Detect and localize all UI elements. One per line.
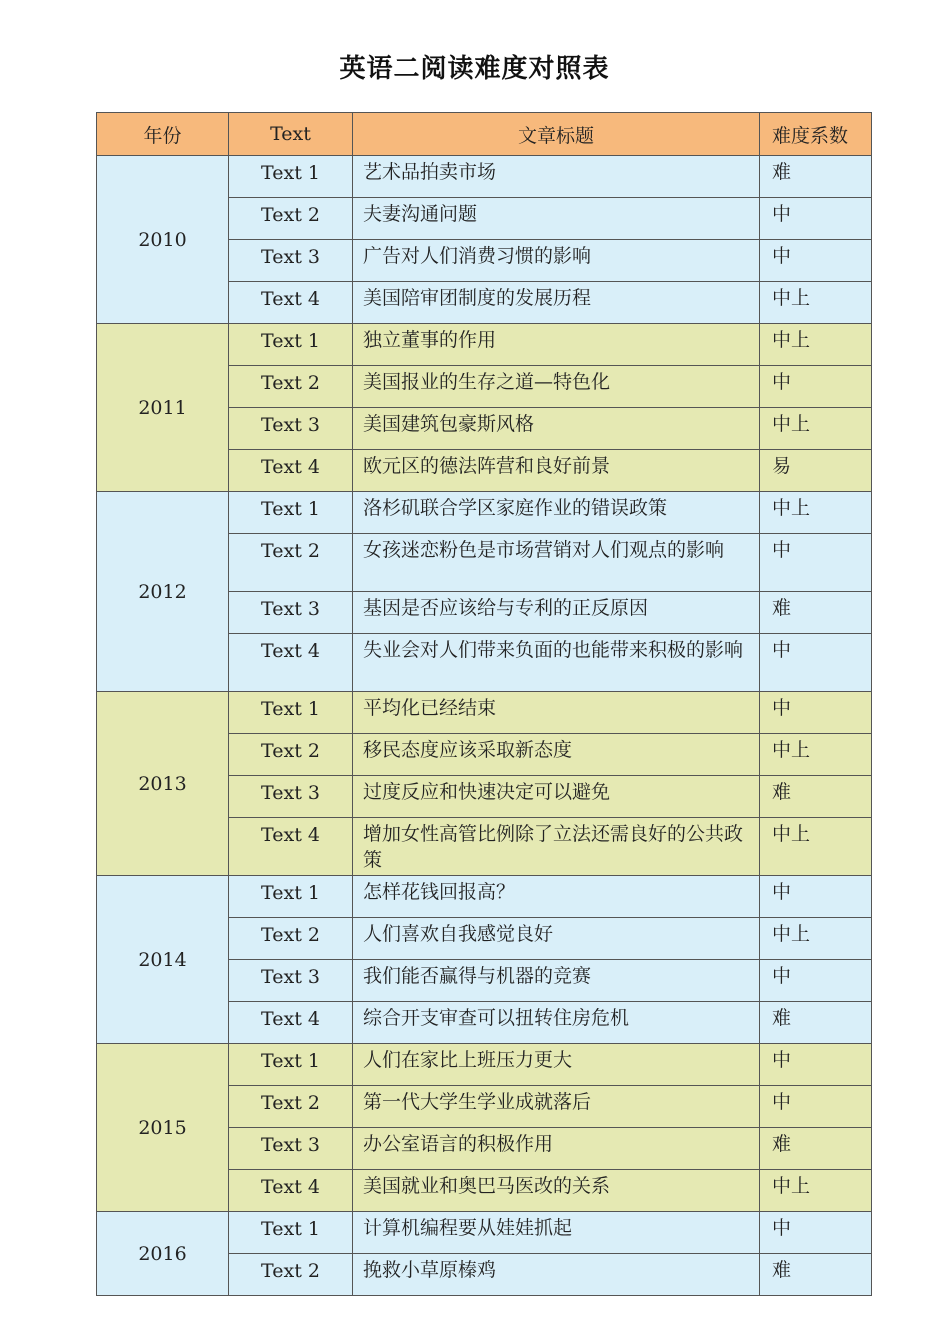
text-number-cell: Text 3 — [229, 240, 353, 282]
table-row — [97, 692, 872, 734]
difficulty-cell: 中 — [760, 1044, 872, 1086]
table-row — [97, 324, 872, 366]
difficulty-cell: 中上 — [760, 324, 872, 366]
year-cell: 2011 — [97, 324, 229, 492]
article-title-cell: 独立董事的作用 — [353, 324, 760, 366]
text-number-cell: Text 4 — [229, 282, 353, 324]
article-title-cell: 女孩迷恋粉色是市场营销对人们观点的影响 — [353, 534, 760, 592]
header-year: 年份 — [97, 113, 229, 156]
header-article-title: 文章标题 — [353, 113, 760, 156]
year-cell: 2010 — [97, 156, 229, 324]
text-number-cell: Text 3 — [229, 960, 353, 1002]
text-number-cell: Text 4 — [229, 1002, 353, 1044]
header-difficulty: 难度系数 — [760, 113, 872, 156]
difficulty-cell: 中上 — [760, 918, 872, 960]
page-title: 英语二阅读难度对照表 — [339, 54, 610, 84]
header-text: Text — [229, 113, 353, 156]
difficulty-cell: 中上 — [760, 734, 872, 776]
text-number-cell: Text 2 — [229, 1086, 353, 1128]
difficulty-cell: 中 — [760, 1212, 872, 1254]
difficulty-cell: 中上 — [760, 492, 872, 534]
article-title-cell: 洛杉矶联合学区家庭作业的错误政策 — [353, 492, 760, 534]
text-number-cell: Text 3 — [229, 1128, 353, 1170]
article-title-cell: 办公室语言的积极作用 — [353, 1128, 760, 1170]
text-number-cell: Text 2 — [229, 734, 353, 776]
difficulty-cell: 中 — [760, 692, 872, 734]
difficulty-table — [96, 112, 872, 1296]
article-title-cell: 综合开支审查可以扭转住房危机 — [353, 1002, 760, 1044]
difficulty-cell: 难 — [760, 1002, 872, 1044]
article-title-cell: 第一代大学生学业成就落后 — [353, 1086, 760, 1128]
text-number-cell: Text 4 — [229, 818, 353, 876]
article-title-cell: 基因是否应该给与专利的正反原因 — [353, 592, 760, 634]
text-number-cell: Text 1 — [229, 876, 353, 918]
article-title-cell: 人们喜欢自我感觉良好 — [353, 918, 760, 960]
table-row — [97, 156, 872, 198]
text-number-cell: Text 2 — [229, 198, 353, 240]
text-number-cell: Text 1 — [229, 1044, 353, 1086]
text-number-cell: Text 1 — [229, 156, 353, 198]
difficulty-cell: 中 — [760, 366, 872, 408]
article-title-cell: 美国陪审团制度的发展历程 — [353, 282, 760, 324]
year-cell: 2014 — [97, 876, 229, 1044]
article-title-cell: 人们在家比上班压力更大 — [353, 1044, 760, 1086]
text-number-cell: Text 1 — [229, 324, 353, 366]
article-title-cell: 平均化已经结束 — [353, 692, 760, 734]
text-number-cell: Text 1 — [229, 692, 353, 734]
difficulty-cell: 难 — [760, 776, 872, 818]
difficulty-cell: 中上 — [760, 1170, 872, 1212]
article-title-cell: 过度反应和快速决定可以避免 — [353, 776, 760, 818]
text-number-cell: Text 4 — [229, 1170, 353, 1212]
year-cell: 2012 — [97, 492, 229, 692]
text-number-cell: Text 2 — [229, 534, 353, 592]
difficulty-cell: 易 — [760, 450, 872, 492]
article-title-cell: 计算机编程要从娃娃抓起 — [353, 1212, 760, 1254]
table-row — [97, 492, 872, 534]
article-title-cell: 欧元区的德法阵营和良好前景 — [353, 450, 760, 492]
table-row — [97, 1044, 872, 1086]
difficulty-cell: 中 — [760, 634, 872, 692]
article-title-cell: 挽救小草原榛鸡 — [353, 1254, 760, 1296]
text-number-cell: Text 4 — [229, 450, 353, 492]
year-cell: 2016 — [97, 1212, 229, 1296]
table-header-row — [97, 113, 872, 156]
table-row — [97, 1212, 872, 1254]
text-number-cell: Text 4 — [229, 634, 353, 692]
difficulty-cell: 中 — [760, 534, 872, 592]
text-number-cell: Text 1 — [229, 1212, 353, 1254]
difficulty-cell: 中 — [760, 876, 872, 918]
table-body — [97, 156, 872, 1296]
article-title-cell: 夫妻沟通问题 — [353, 198, 760, 240]
article-title-cell: 失业会对人们带来负面的也能带来积极的影响 — [353, 634, 760, 692]
difficulty-cell: 中 — [760, 960, 872, 1002]
year-cell: 2015 — [97, 1044, 229, 1212]
text-number-cell: Text 1 — [229, 492, 353, 534]
article-title-cell: 移民态度应该采取新态度 — [353, 734, 760, 776]
text-number-cell: Text 2 — [229, 918, 353, 960]
article-title-cell: 美国建筑包豪斯风格 — [353, 408, 760, 450]
article-title-cell: 广告对人们消费习惯的影响 — [353, 240, 760, 282]
text-number-cell: Text 3 — [229, 592, 353, 634]
difficulty-cell: 中 — [760, 198, 872, 240]
text-number-cell: Text 3 — [229, 408, 353, 450]
difficulty-cell: 中上 — [760, 818, 872, 876]
text-number-cell: Text 3 — [229, 776, 353, 818]
difficulty-cell: 中 — [760, 1086, 872, 1128]
text-number-cell: Text 2 — [229, 1254, 353, 1296]
article-title-cell: 美国报业的生存之道—特色化 — [353, 366, 760, 408]
difficulty-cell: 中 — [760, 240, 872, 282]
difficulty-cell: 中上 — [760, 282, 872, 324]
difficulty-cell: 中上 — [760, 408, 872, 450]
article-title-cell: 我们能否赢得与机器的竞赛 — [353, 960, 760, 1002]
text-number-cell: Text 2 — [229, 366, 353, 408]
difficulty-cell: 难 — [760, 1128, 872, 1170]
difficulty-cell: 难 — [760, 592, 872, 634]
table-row — [97, 876, 872, 918]
article-title-cell: 怎样花钱回报高？ — [353, 876, 760, 918]
article-title-cell: 美国就业和奥巴马医改的关系 — [353, 1170, 760, 1212]
difficulty-cell: 难 — [760, 156, 872, 198]
article-title-cell: 增加女性高管比例除了立法还需良好的公共政策 — [353, 818, 760, 876]
article-title-cell: 艺术品拍卖市场 — [353, 156, 760, 198]
year-cell: 2013 — [97, 692, 229, 876]
difficulty-cell: 难 — [760, 1254, 872, 1296]
